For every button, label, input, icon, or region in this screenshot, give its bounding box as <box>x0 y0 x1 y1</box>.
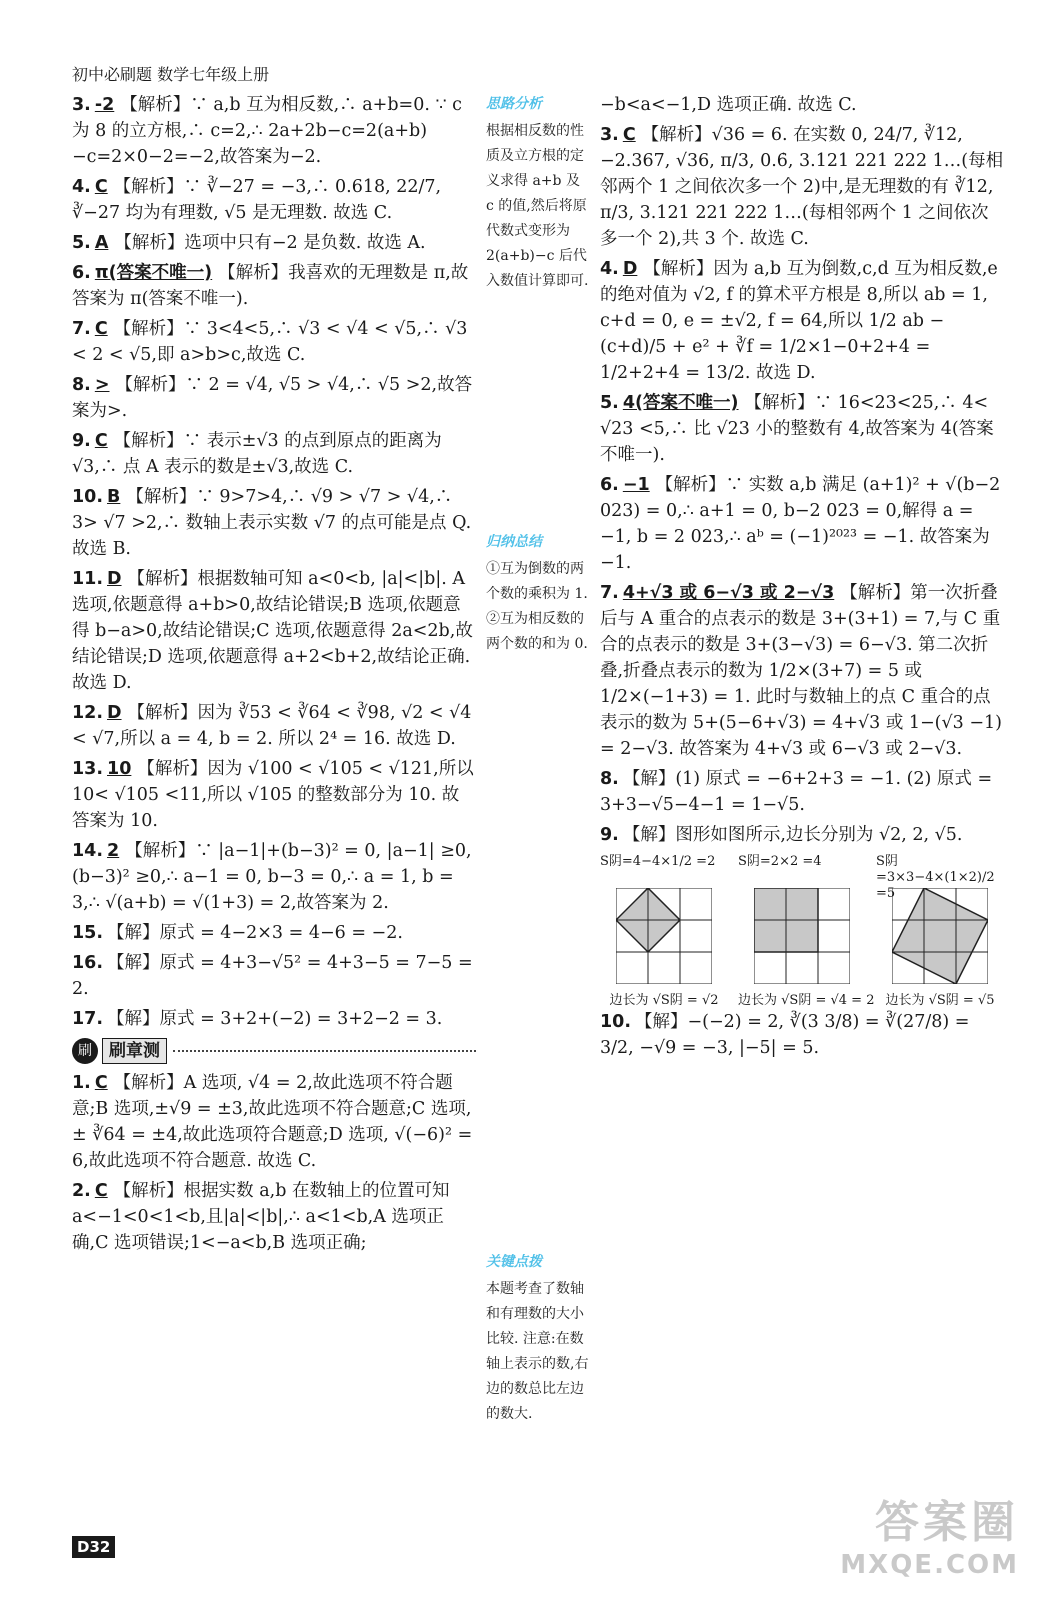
answer-item <box>72 428 476 480</box>
item-number: 3. <box>72 95 91 115</box>
item-number: 16. <box>72 953 104 973</box>
item-answer: B <box>107 487 121 507</box>
answer-item <box>72 566 476 696</box>
item-answer: C <box>94 319 108 339</box>
answer-item <box>72 230 476 256</box>
item-number: 5. <box>72 233 91 253</box>
side-note-summary <box>486 530 592 657</box>
item-number: 5. <box>600 393 619 413</box>
grid-diagram <box>892 888 988 984</box>
item-number: 14. <box>72 841 104 861</box>
item-number: 1. <box>72 1073 91 1093</box>
side-note-text: ①互为倒数的两个数的乘积为 1. ②互为相反数的两个数的和为 0. <box>486 561 588 652</box>
item-explanation: 【解析】根据实数 a,b 在数轴上的位置可知 a<−1<0<1<b,且|a|<|b|,∴ a<1<b,A 选项正确,C 选项错误;1<−a<b,B 选项正确; <box>72 1181 450 1253</box>
figure-area-formula: S阴=2×2 =4 <box>738 854 822 869</box>
item-explanation: 【解】原式 = 3+2+(−2) = 3+2−2 = 3. <box>107 1009 443 1029</box>
answer-item <box>72 920 476 946</box>
grid-figure <box>738 854 875 1009</box>
answer-item <box>72 838 476 916</box>
item-answer: C <box>622 125 636 145</box>
answer-item <box>72 372 476 424</box>
item-number: 11. <box>72 569 104 589</box>
answer-item <box>72 174 476 226</box>
item-explanation: 【解析】根据数轴可知 a<0<b, |a|<|b|. A 选项,依题意得 a+b>0,故结论错误;B 选项,依题意得 b−a>0,故结论错误;C 选项,依题意得 2a<2b,故结论错误;D 选项,依题意得 a+2<b+2,故结论正确. 故选 D. <box>72 569 473 693</box>
item-answer: D <box>107 569 122 589</box>
item-explanation: 【解析】∵ 9>7>4,∴ √9 > √7 > √4,∴ 3> √7 >2,∴ 数轴上表示实数 √7 的点可能是点 Q. 故选 B. <box>72 487 472 559</box>
item-answer: C <box>94 1181 108 1201</box>
figure-side-length: 边长为 √S阴 = √4 = 2 <box>738 993 875 1008</box>
answer-item <box>600 580 1004 762</box>
item-explanation: 【解析】∵ |a−1|+(b−3)² = 0, |a−1| ≥0, (b−3)² ≥0,∴ a−1 = 0, b−3 = 0,∴ a = 1, b = 3,∴ √(a+b) = √(1+3) = 2,故答案为 2. <box>72 841 472 913</box>
left-column <box>72 92 476 1260</box>
grid-figure <box>600 854 728 1009</box>
item-answer: > <box>94 375 110 395</box>
item-answer: C <box>94 177 108 197</box>
item-number: 12. <box>72 703 104 723</box>
section-divider <box>173 1050 476 1052</box>
item-explanation: −b<a<−1,D 选项正确. 故选 C. <box>600 95 857 115</box>
item-explanation: 【解析】我喜欢的无理数是 π,故答案为 π(答案不唯一). <box>72 263 469 309</box>
item-explanation: 【解析】∵ 2 = √4, √5 > √4,∴ √5 >2,故答案为>. <box>72 375 473 421</box>
item-explanation: 【解析】∵ 16<23<25,∴ 4< √23 <5,∴ 比 √23 小的整数有 4,故答案为 4(答案不唯一). <box>600 393 994 465</box>
answer-item <box>72 260 476 312</box>
item-explanation: 【解析】第一次折叠后与 A 重合的点表示的数是 3+(3+1) = 7,与 C 重合的点表示的数是 3+(3−√3) = 6−√3. 第二次折叠,折叠点表示的数为 1/2×(3+7) = 5 或 1/2×(−1+3) = 1. 此时与数轴上的点 C 重合的点表示的数为 5+(5−6+√3) = 4+√3 或 1−(√3 −1) = 2−√3. 故答案为 4+√3 或 6−√3 或 2−√3. <box>600 583 1002 759</box>
item-answer: A <box>94 233 109 253</box>
item-number: 10. <box>72 487 104 507</box>
right-column <box>600 92 1004 1065</box>
item-number: 8. <box>72 375 91 395</box>
figure-side-length: 边长为 √S阴 = √2 <box>609 993 719 1008</box>
item-number: 7. <box>600 583 619 603</box>
item-answer: D <box>107 703 122 723</box>
watermark-url: MXQE.COM <box>840 1550 1019 1580</box>
item-number: 17. <box>72 1009 104 1029</box>
answer-item <box>72 484 476 562</box>
answer-item <box>600 472 1004 576</box>
item-explanation: 【解析】∵ a,b 互为相反数,∴ a+b=0. ∵ c 为 8 的立方根,∴ c=2,∴ 2a+2b−c=2(a+b)−c=2×0−2=−2,故答案为−2. <box>72 95 462 167</box>
item-explanation: 【解析】∵ 3<4<5,∴ √3 < √4 < √5,∴ √3 < 2 < √5,即 a>b>c,故选 C. <box>72 319 468 365</box>
item-answer: C <box>94 431 108 451</box>
item-explanation: 【解析】选项中只有−2 是负数. 故选 A. <box>114 233 426 253</box>
item-number: 10. <box>600 1012 632 1032</box>
item-explanation: 【解析】因为 ∛53 < ∛64 < ∛98, √2 < √4 < √7,所以 a = 4, b = 2. 所以 2⁴ = 16. 故选 D. <box>72 703 472 749</box>
section-icon: 刷 <box>72 1038 98 1064</box>
item-number: 2. <box>72 1181 91 1201</box>
item-number: 13. <box>72 759 104 779</box>
item-number: 4. <box>600 259 619 279</box>
side-note-analysis <box>486 92 592 294</box>
side-note-title: 思路分析 <box>486 96 542 112</box>
answer-item <box>72 1178 476 1256</box>
item-answer: 4+√3 或 6−√3 或 2−√3 <box>622 583 835 603</box>
item-answer: 2 <box>107 841 120 861</box>
answer-item <box>72 92 476 170</box>
answer-item <box>72 1070 476 1174</box>
answer-item <box>600 122 1004 252</box>
answer-item <box>600 1009 1004 1061</box>
item-explanation: 【解析】因为 √100 < √105 < √121,所以 10< √105 <11,所以 √105 的整数部分为 10. 故答案为 10. <box>72 759 474 831</box>
grid-diagram <box>616 888 712 984</box>
item-number: 15. <box>72 923 104 943</box>
item-number: 9. <box>600 825 619 845</box>
answer-item <box>72 700 476 752</box>
item-explanation: 【解析】因为 a,b 互为倒数,c,d 互为相反数,e 的绝对值为 √2, f 的算术平方根是 8,所以 ab = 1, c+d = 0, e = ±√2, f = 64,所以 1/2 ab − (c+d)/5 + e² + ∛f = 1/2×1−0+2+4 = 1/2+2+4 = 13/2. 故选 D. <box>600 259 998 383</box>
grid-diagram <box>754 888 850 984</box>
item-explanation: 【解析】√36 = 6. 在实数 0, 24/7, ∛12, −2.367, √36, π/3, 0.6̇, 3.121 221 222 1…(每相邻两个 1 之间依次多一个 2)中,是无理数的有 ∛12, π/3, 3.121 221 222 1…(每相邻两个 1 之间依次多一个 2),共 3 个. 故选 C. <box>600 125 1004 249</box>
item-number: 7. <box>72 319 91 339</box>
section-title: 刷章测 <box>102 1038 167 1064</box>
page-header: 初中必刷题 数学七年级上册 <box>72 65 270 84</box>
item-explanation: 【解析】∵ 表示±√3 的点到原点的距离为 √3,∴ 点 A 表示的数是±√3,故选 C. <box>72 431 442 477</box>
item-number: 6. <box>72 263 91 283</box>
item-answer: π(答案不唯一) <box>94 263 213 283</box>
figure-row <box>600 854 1004 1009</box>
shaded-square <box>892 888 988 984</box>
answer-item <box>72 1006 476 1032</box>
item-answer: D <box>622 259 638 279</box>
item-answer: 10 <box>107 759 132 779</box>
item-explanation: 【解】−(−2) = 2, ∛(3 3/8) = ∛(27/8) = 3/2, −√9 = −3, |−5| = 5. <box>600 1012 970 1058</box>
section-header <box>72 1038 476 1064</box>
answer-item <box>72 316 476 368</box>
side-note-title: 关键点拨 <box>486 1254 542 1270</box>
item-number: 3. <box>600 125 619 145</box>
item-answer: C <box>94 1073 108 1093</box>
item-number: 9. <box>72 431 91 451</box>
answer-item <box>600 256 1004 386</box>
item-explanation: 【解析】∵ ∛−27 = −3,∴ 0.618, 22/7, ∛−27 均为有理数, √5 是无理数. 故选 C. <box>72 177 442 223</box>
side-note-keypoint <box>486 1250 592 1427</box>
item-explanation: 【解析】∵ 实数 a,b 满足 (a+1)² + √(b−2 023) = 0,∴ a+1 = 0, b−2 023 = 0,解得 a = −1, b = 2 023,∴ aᵇ = (−1)²⁰²³ = −1. 故答案为−1. <box>600 475 1001 573</box>
answer-item <box>600 390 1004 468</box>
item-number: 6. <box>600 475 619 495</box>
item-number: 8. <box>600 769 619 789</box>
item-answer: 4(答案不唯一) <box>622 393 739 413</box>
item-explanation: 【解】原式 = 4+3−√5² = 4+3−5 = 7−5 = 2. <box>72 953 473 999</box>
watermark-title: 答案圈 <box>875 1497 1019 1548</box>
answer-item <box>600 822 1004 848</box>
watermark <box>840 1486 1019 1580</box>
item-explanation: 【解】图形如图所示,边长分别为 √2, 2, √5. <box>622 825 963 845</box>
item-answer: −1 <box>622 475 650 495</box>
item-answer: -2 <box>94 95 115 115</box>
answer-item <box>72 756 476 834</box>
item-explanation: 【解】(1) 原式 = −6+2+3 = −1. (2) 原式 = 3+3−√5−4−1 = 1−√5. <box>600 769 993 815</box>
side-note-text: 本题考查了数轴和有理数的大小比较. 注意:在数轴上表示的数,右边的数总比左边的数大. <box>486 1281 589 1422</box>
side-note-title: 归纳总结 <box>486 534 542 550</box>
item-number: 4. <box>72 177 91 197</box>
side-note-text: 根据相反数的性质及立方根的定义求得 a+b 及 c 的值,然后将原代数式变形为 2(a+b)−c 后代入数值计算即可. <box>486 123 589 289</box>
figure-area-formula: S阴=4−4×1/2 =2 <box>600 854 716 869</box>
grid-figure <box>876 854 1004 1009</box>
answer-item <box>72 950 476 1002</box>
item-explanation: 【解】原式 = 4−2×3 = 4−6 = −2. <box>107 923 403 943</box>
answer-item <box>600 766 1004 818</box>
page-number: D32 <box>72 1536 115 1558</box>
answer-item <box>600 92 1004 118</box>
figure-side-length: 边长为 √S阴 = √5 <box>885 993 995 1008</box>
figure-area-formula: S阴=3×3−4×(1×2)/2 =5 <box>876 854 995 901</box>
item-explanation: 【解析】A 选项, √4 = 2,故此选项不符合题意;B 选项,±√9 = ±3,故此选项不符合题意;C 选项,± ∛64 = ±4,故此选项符合题意;D 选项, √(−6)² = 6,故此选项不符合题意. 故选 C. <box>72 1073 473 1171</box>
